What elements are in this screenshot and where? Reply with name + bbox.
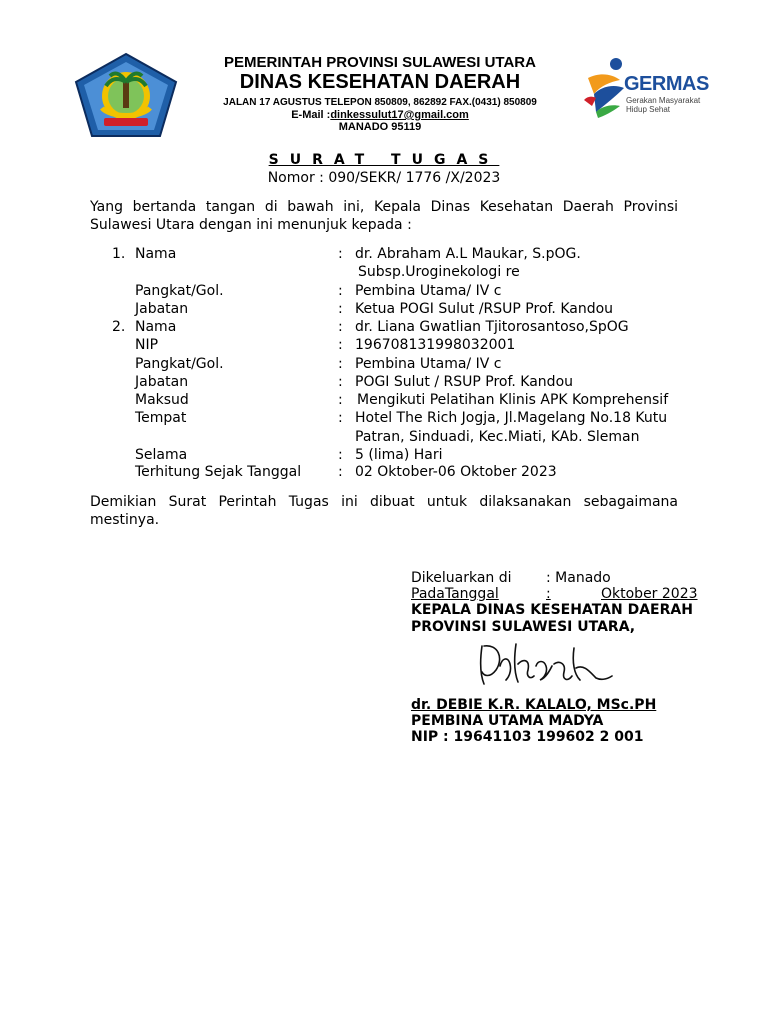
person1-jabatan: Ketua POGI Sulut /RSUP Prof. Kandou xyxy=(355,301,614,317)
person1-jabatan-label: Jabatan xyxy=(135,301,189,317)
colon: : xyxy=(338,392,343,408)
person2-pangkat-label: Pangkat/Gol. xyxy=(135,356,224,372)
colon: : xyxy=(338,319,343,335)
maksud-label: Maksud xyxy=(135,392,189,408)
person1-nama: dr. Abraham A.L Maukar, S.pOG. xyxy=(355,246,581,262)
germas-sub2: Hidup Sehat xyxy=(626,105,671,114)
header-email xyxy=(180,109,580,121)
signer-nip: NIP : 19641103 199602 2 001 xyxy=(411,729,644,745)
selama-value: 5 (lima) Hari xyxy=(355,447,443,463)
person2-pangkat: Pembina Utama/ IV c xyxy=(355,356,502,372)
signer-position-1: KEPALA DINAS KESEHATAN DAERAH xyxy=(411,602,693,618)
colon: : xyxy=(338,246,343,262)
issued-at-value: : Manado xyxy=(546,570,611,586)
signer-position-2: PROVINSI SULAWESI UTARA, xyxy=(411,619,636,635)
person2-jabatan: POGI Sulut / RSUP Prof. Kandou xyxy=(355,374,574,390)
email-link[interactable]: dinkessulut17@gmail.com xyxy=(330,109,469,121)
handwritten-signature xyxy=(470,636,620,692)
province-emblem xyxy=(74,52,178,140)
issued-date-label: PadaTanggal xyxy=(411,586,499,602)
maksud-value: Mengikuti Pelatihan Klinis APK Komprehensif xyxy=(357,392,669,408)
header-address: JALAN 17 AGUSTUS TELEPON 850809, 862892 FAX.(0431) 850809 xyxy=(223,97,537,108)
email-label: E-Mail : xyxy=(291,109,331,121)
terhitung-value: 02 Oktober-06 Oktober 2023 xyxy=(355,464,557,480)
tempat-value: Hotel The Rich Jogja, Jl.Magelang No.18 Kutu xyxy=(355,410,668,426)
colon: : xyxy=(338,301,343,317)
colon: : xyxy=(546,586,551,602)
person2-nip: 196708131998032001 xyxy=(355,337,516,353)
person2-nama: dr. Liana Gwatlian Tjitorosantoso,SpOG xyxy=(355,319,629,335)
signer-name: dr. DEBIE K.R. KALALO, MSc.PH xyxy=(411,697,657,713)
person1-pangkat-label: Pangkat/Gol. xyxy=(135,283,224,299)
person1-nama-cont: Subsp.Uroginekologi re xyxy=(358,264,520,280)
intro-paragraph: Yang bertanda tangan di bawah ini, Kepala Dinas Kesehatan Daerah Provinsi Sulawesi Utara dengan ini menunjuk kepada : xyxy=(90,199,678,233)
colon: : xyxy=(338,464,343,480)
signature-icon xyxy=(470,636,620,692)
emblem-icon xyxy=(74,52,178,140)
letter-title: SURAT TUGAS xyxy=(268,152,500,168)
tempat-value-cont: Patran, Sinduadi, Kec.Miati, KAb. Sleman xyxy=(355,429,640,445)
header-government: PEMERINTAH PROVINSI SULAWESI UTARA xyxy=(224,54,536,71)
tempat-label: Tempat xyxy=(135,410,187,426)
colon: : xyxy=(338,337,343,353)
colon: : xyxy=(338,447,343,463)
issued-date-value: Oktober 2023 xyxy=(601,586,698,602)
germas-figure-icon xyxy=(580,56,630,120)
letter-number: Nomor : 090/SEKR/ 1776 /X/2023 xyxy=(267,170,501,186)
germas-title: GERMAS xyxy=(624,73,709,95)
closing-paragraph: Demikian Surat Perintah Tugas ini dibuat untuk dilaksanakan sebagaimana mestinya. xyxy=(90,494,678,528)
header-agency: DINAS KESEHATAN DAERAH xyxy=(239,71,521,93)
colon: : xyxy=(338,283,343,299)
germas-logo xyxy=(580,56,709,126)
germas-subtitle xyxy=(626,96,700,114)
person2-nip-label: NIP xyxy=(135,337,159,353)
person1-nama-label: Nama xyxy=(135,246,177,262)
colon: : xyxy=(338,356,343,372)
person2-nama-label: Nama xyxy=(135,319,177,335)
person2-number: 2. xyxy=(112,319,126,335)
person1-pangkat: Pembina Utama/ IV c xyxy=(355,283,502,299)
selama-label: Selama xyxy=(135,447,188,463)
colon: : xyxy=(338,374,343,390)
header-city: MANADO 95119 xyxy=(338,121,422,133)
signer-rank: PEMBINA UTAMA MADYA xyxy=(411,713,604,729)
person1-number: 1. xyxy=(112,246,126,262)
person2-jabatan-label: Jabatan xyxy=(135,374,189,390)
colon: : xyxy=(338,410,343,426)
terhitung-label: Terhitung Sejak Tanggal xyxy=(135,464,302,480)
issued-at-label: Dikeluarkan di xyxy=(411,570,512,586)
germas-sub1: Gerakan Masyarakat xyxy=(626,96,701,105)
